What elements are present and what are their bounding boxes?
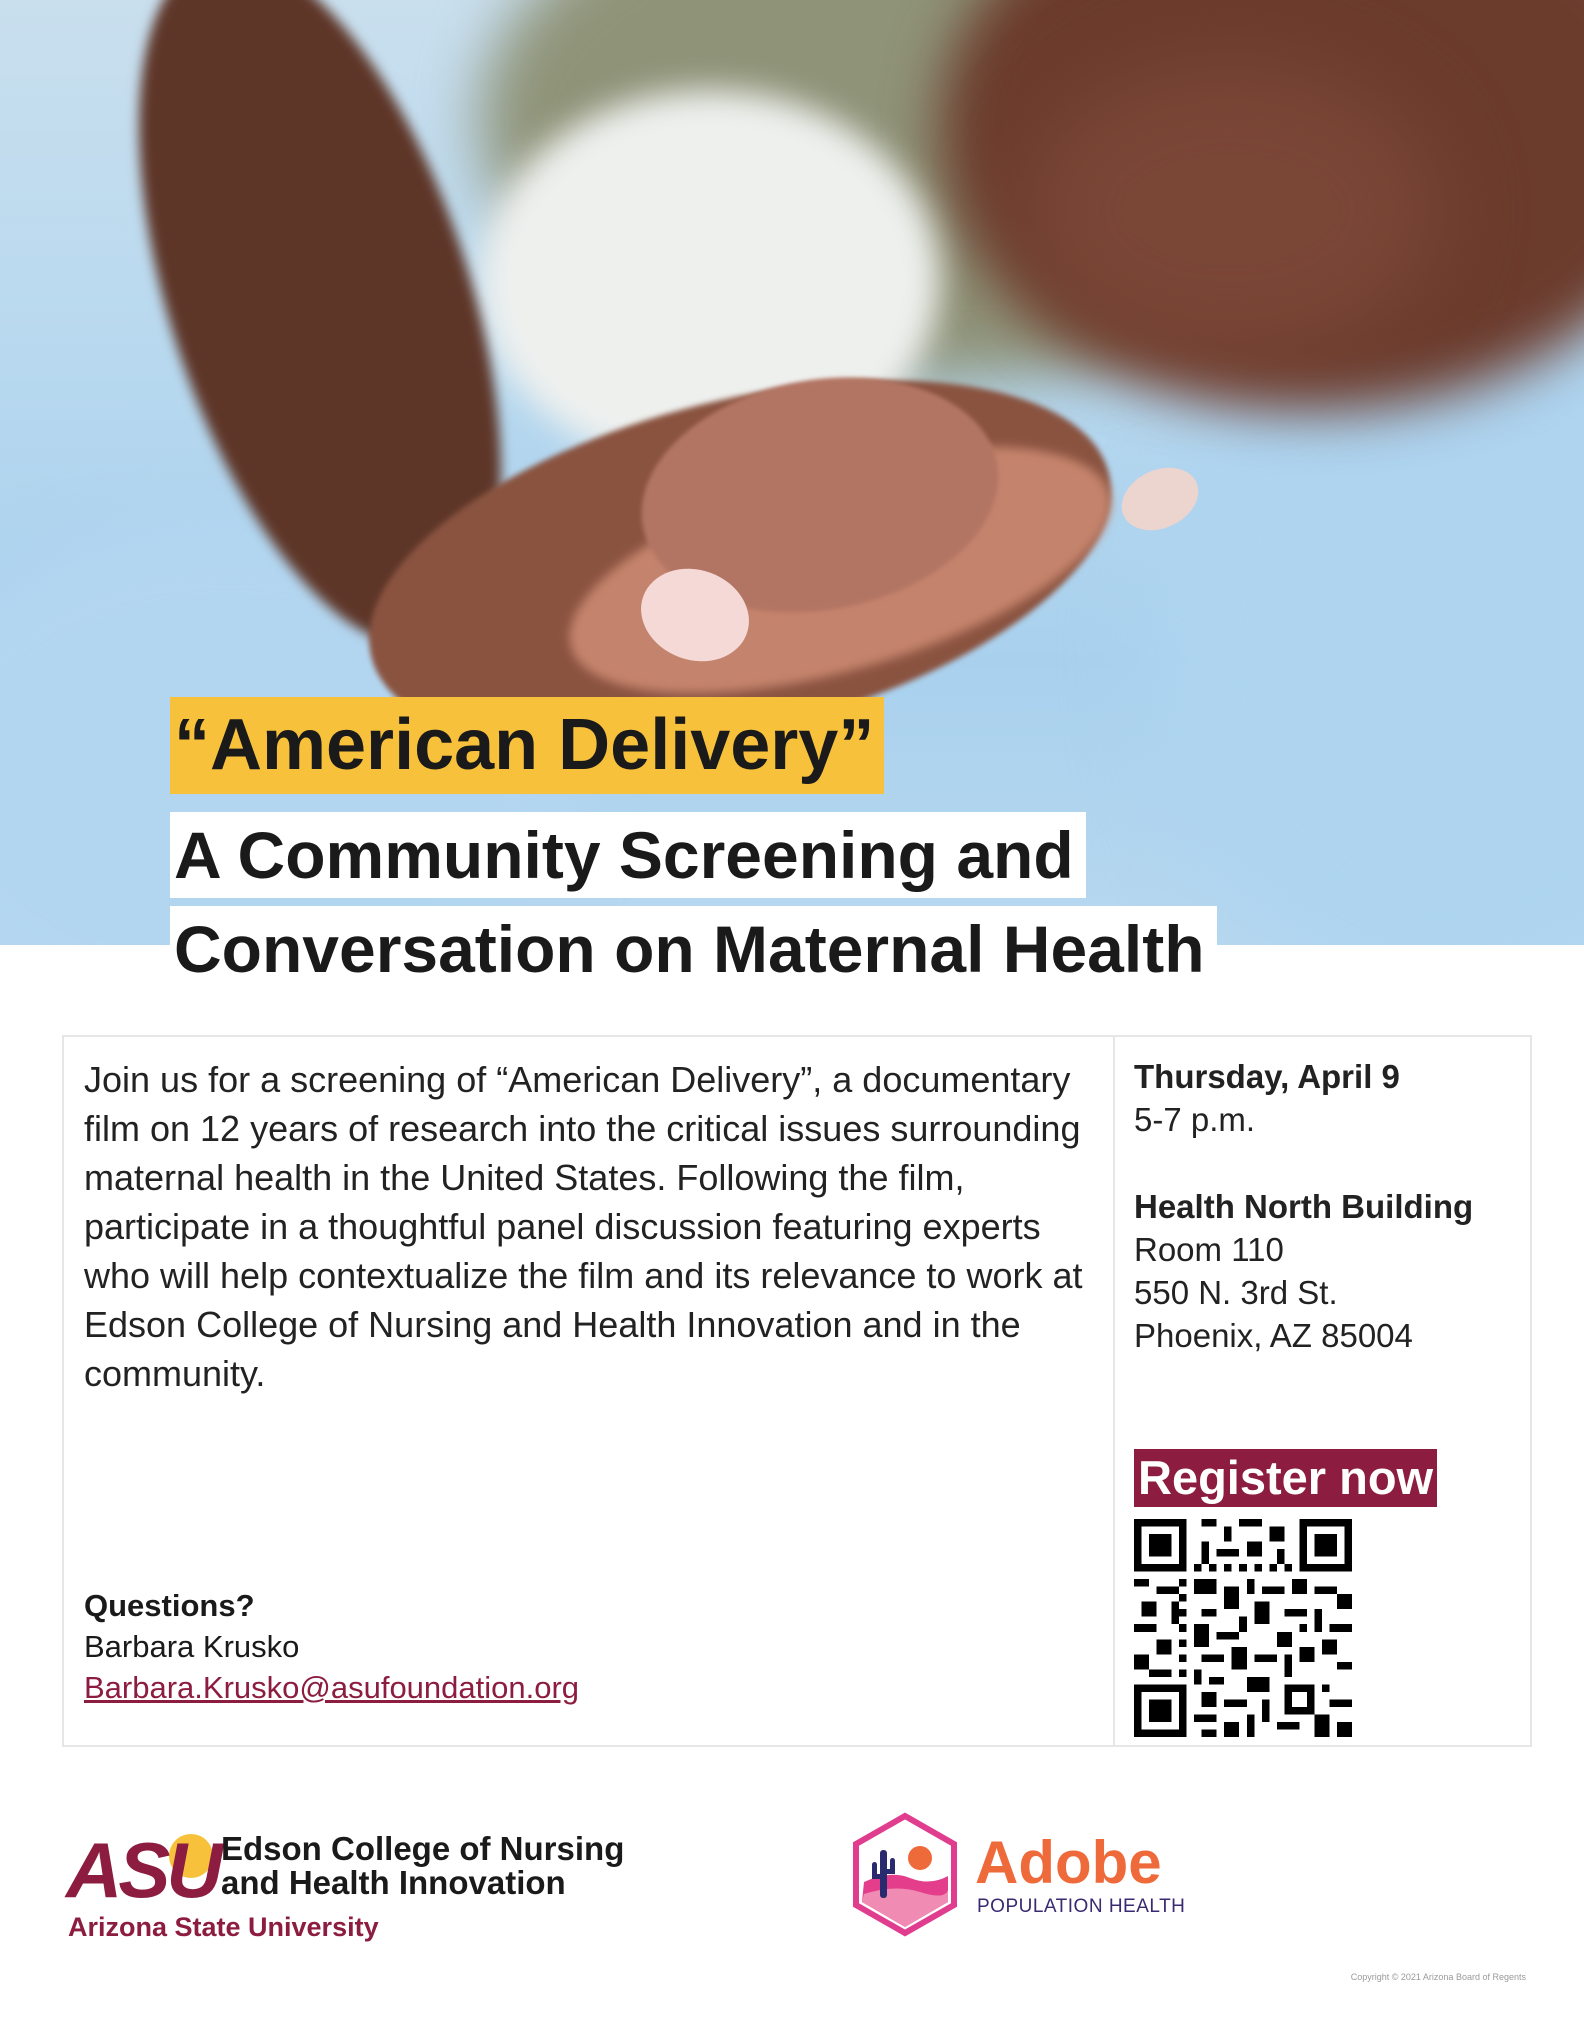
event-city: Phoenix, AZ 85004 <box>1134 1317 1413 1354</box>
contact-email-link[interactable]: Barbara.Krusko@asufoundation.org <box>84 1670 580 1705</box>
event-subtitle-line-2: Conversation on Maternal Health <box>170 906 1217 992</box>
college-name-line-1: Edson College of Nursing <box>221 1830 625 1867</box>
event-subtitle-line-1: A Community Screening and <box>170 812 1086 898</box>
column-divider <box>1113 1037 1115 1745</box>
adobe-population-health-logo <box>850 1812 1190 1942</box>
event-description: Join us for a screening of “American Delivery”, a documentary film on 12 years of research into the critical issues surrounding maternal health in the United States. Following the film, participate in a thoughtful panel discussion featuring experts who will help contextualize the film and its relevance to work at Edson College of Nursing and Health Innovation and in the community. <box>84 1059 1083 1394</box>
copyright-notice: Copyright © 2021 Arizona Board of Regents <box>1350 1972 1526 1982</box>
qr-code-icon[interactable] <box>1134 1519 1352 1737</box>
population-health-label: POPULATION HEALTH <box>977 1896 1186 1917</box>
event-room: Room 110 <box>1134 1231 1284 1268</box>
contact-name: Barbara Krusko <box>84 1629 300 1664</box>
event-building: Health North Building <box>1134 1188 1474 1225</box>
event-info-box <box>62 1035 1532 1747</box>
adobe-wordmark: Adobe <box>975 1829 1162 1896</box>
hero-photo <box>0 0 1584 945</box>
questions-heading: Questions? <box>84 1588 255 1623</box>
event-title: “American Delivery” <box>170 697 884 794</box>
university-name: Arizona State University <box>68 1912 379 1942</box>
adobe-hexagon-cactus-icon <box>850 1812 960 1937</box>
asu-mark: ASU <box>66 1826 219 1914</box>
event-date: Thursday, April 9 <box>1134 1058 1400 1095</box>
college-name <box>221 1832 624 1900</box>
questions-section <box>84 1585 579 1708</box>
event-street: 550 N. 3rd St. <box>1134 1274 1338 1311</box>
asu-edson-logo <box>66 1826 626 1942</box>
event-time: 5-7 p.m. <box>1134 1101 1256 1138</box>
register-now-button[interactable]: Register now <box>1134 1449 1437 1507</box>
event-details <box>1134 1055 1524 1357</box>
college-name-line-2: and Health Innovation <box>221 1864 566 1901</box>
